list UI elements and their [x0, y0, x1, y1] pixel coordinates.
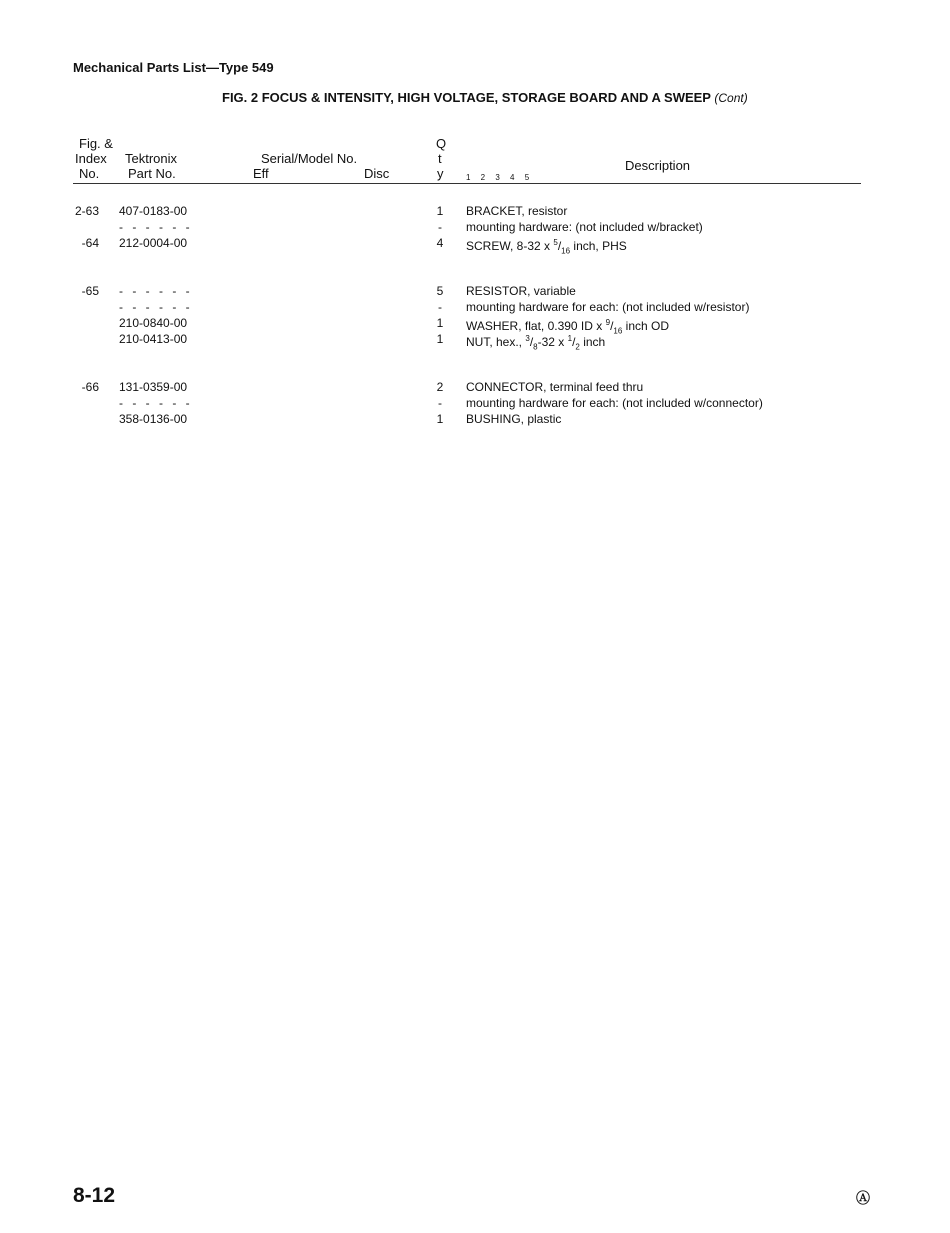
row-description: mounting hardware for each: (not included w/resistor)	[466, 300, 750, 314]
desc-text: inch	[579, 335, 606, 349]
row-qty: 4	[436, 236, 444, 250]
desc-text: WASHER, flat, 0.390 ID x	[466, 319, 606, 333]
header-qty-y: y	[437, 166, 444, 181]
header-description: Description	[625, 158, 691, 173]
row-index: -65	[81, 284, 99, 298]
row-description: mounting hardware: (not included w/bracket)	[466, 220, 703, 234]
row-description: SCREW, 8-32 x $^5/_{16}$ inch, PHS	[466, 238, 627, 256]
row-qty: -	[438, 220, 442, 234]
header-rule	[73, 183, 861, 184]
row-qty: 2	[436, 380, 444, 394]
desc-text: inch, PHS	[570, 239, 627, 253]
row-part-no: 210-0840-00	[119, 316, 188, 330]
row-qty: 5	[436, 284, 444, 298]
header-fig: Fig. &	[79, 136, 113, 151]
header-qty-q: Q	[436, 136, 447, 151]
header-no: No.	[79, 166, 100, 181]
row-description: WASHER, flat, 0.390 ID x $^9/_{16}$ inch OD	[466, 318, 669, 336]
row-part-no: 131-0359-00	[119, 380, 188, 394]
fraction-numerator: 9	[605, 318, 611, 327]
row-description: BRACKET, resistor	[466, 204, 568, 218]
running-head: Mechanical Parts List—Type 549	[73, 60, 274, 75]
row-index: 2-63	[74, 204, 99, 218]
row-qty: -	[438, 300, 442, 314]
row-part-no: - - - - - -	[119, 396, 193, 410]
desc-text: inch OD	[622, 319, 669, 333]
row-qty: 1	[436, 412, 444, 426]
row-description: RESISTOR, variable	[466, 284, 576, 298]
fraction-numerator: 3	[525, 334, 530, 343]
row-part-no: - - - - - -	[119, 300, 193, 314]
fraction-numerator: 5	[553, 238, 558, 247]
page-number: 8-12	[73, 1184, 116, 1207]
fraction-denominator: 8	[533, 342, 538, 352]
row-part-no: 407-0183-00	[119, 204, 188, 218]
row-part-no: - - - - - -	[119, 220, 193, 234]
row-qty: -	[438, 396, 442, 410]
header-index: Index	[75, 151, 107, 166]
row-qty: 1	[436, 316, 444, 330]
header-qty-t: t	[438, 151, 442, 166]
row-part-no: 358-0136-00	[119, 412, 188, 426]
figure-title	[222, 90, 748, 105]
row-part-no: - - - - - -	[119, 284, 193, 298]
fraction-denominator: 16	[561, 246, 571, 256]
revision-mark: Ⓐ	[856, 1190, 870, 1206]
row-description: mounting hardware for each: (not included w/connector)	[466, 396, 763, 410]
header-eff: Eff	[253, 166, 269, 181]
row-index: -66	[81, 380, 99, 394]
header-indent-levels: 1 2 3 4 5	[466, 173, 534, 182]
row-index: -64	[81, 236, 99, 250]
desc-text: SCREW, 8-32 x	[466, 239, 554, 253]
row-qty: 1	[436, 332, 444, 346]
row-part-no: 210-0413-00	[119, 332, 188, 346]
header-tektronix: Tektronix	[125, 151, 178, 166]
header-part-no: Part No.	[128, 166, 176, 181]
desc-text: -32 x	[537, 335, 568, 349]
fraction-numerator: 1	[567, 334, 573, 343]
fraction-denominator: 16	[613, 326, 623, 336]
figure-title-suffix: (Cont)	[714, 91, 748, 105]
row-description: NUT, hex., $^3/_8-32$ x $^1/_2$ inch	[466, 334, 606, 352]
row-qty: 1	[436, 204, 444, 218]
row-description: CONNECTOR, terminal feed thru	[466, 380, 644, 394]
row-part-no: 212-0004-00	[119, 236, 188, 250]
fraction-denominator: 2	[575, 342, 580, 352]
desc-text: NUT, hex.,	[466, 335, 526, 349]
header-disc: Disc	[364, 166, 390, 181]
header-serial-model: Serial/Model No.	[261, 151, 358, 166]
figure-title-text: FIG. 2 FOCUS & INTENSITY, HIGH VOLTAGE, STORAGE BOARD AND A SWEEP	[222, 90, 711, 105]
row-description: BUSHING, plastic	[466, 412, 562, 426]
